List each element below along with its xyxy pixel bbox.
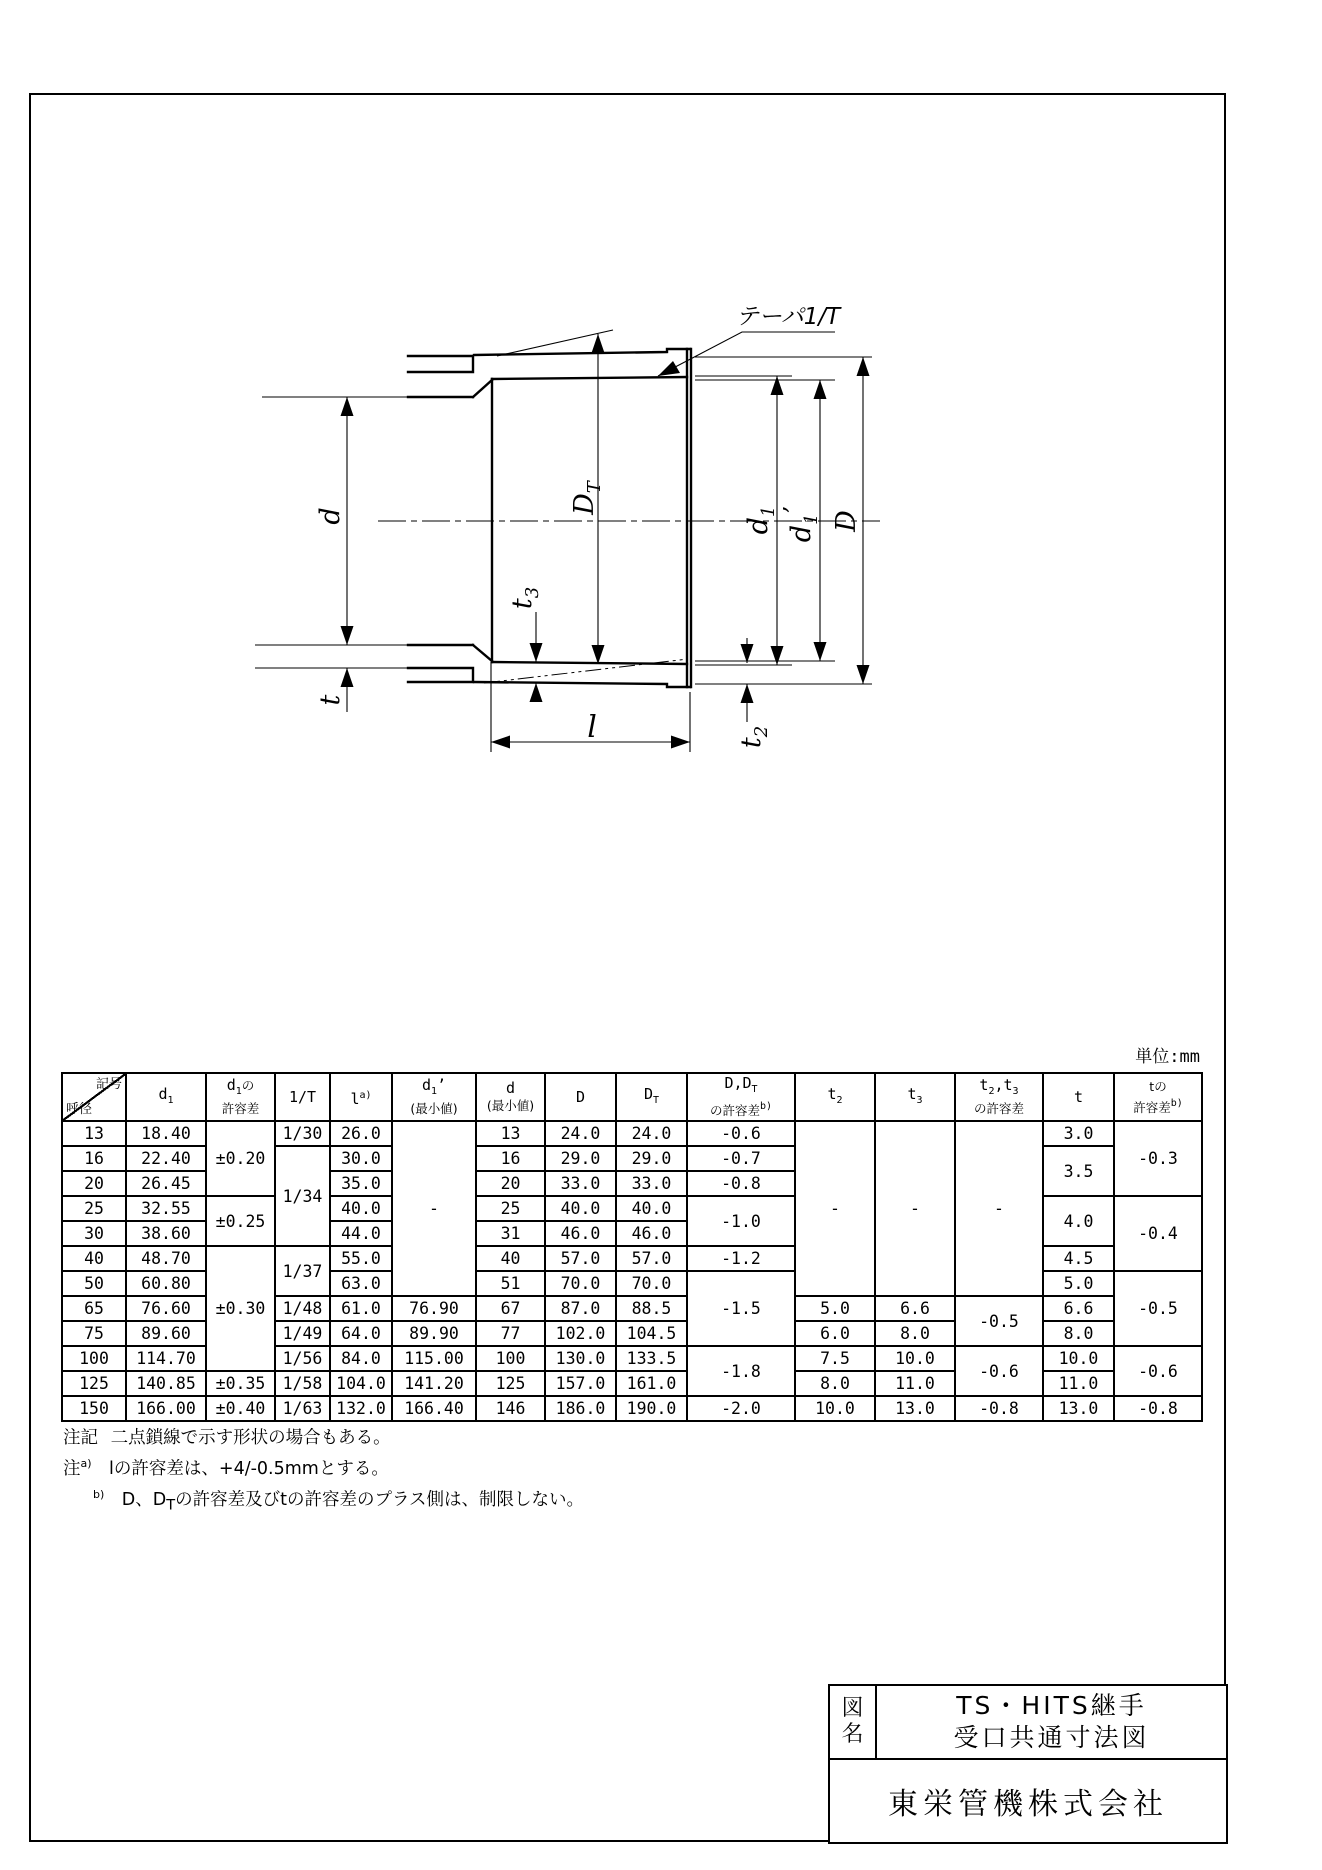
cell-d1: 38.60 <box>126 1221 206 1246</box>
cell-t: 5.0 <box>1043 1271 1114 1296</box>
note-1-text: 二点鎖線で示す形状の場合もある。 <box>110 1428 391 1448</box>
cell-l: 55.0 <box>330 1246 392 1271</box>
note-3-text: D、$D_T$の許容差及びtの許容差のプラス側は、制限しない。 <box>121 1489 584 1514</box>
dim-label-d1: $d_1$ <box>743 505 779 535</box>
cell-d1: 166.00 <box>126 1396 206 1421</box>
cell-t2t3_tol: - <box>955 1121 1043 1296</box>
row-name: 20 <box>62 1171 126 1196</box>
cell-t: 11.0 <box>1043 1371 1114 1396</box>
cell-t2t3_tol: -0.5 <box>955 1296 1043 1346</box>
cell-l: 35.0 <box>330 1171 392 1196</box>
column-header-d_min: d (最小値) <box>476 1073 545 1121</box>
cell-d1: 60.80 <box>126 1271 206 1296</box>
cell-t_tol: -0.4 <box>1114 1196 1202 1271</box>
cell-D: 24.0 <box>545 1121 616 1146</box>
cell-t: 3.5 <box>1043 1146 1114 1196</box>
cell-d1_tol: ±0.30 <box>206 1246 275 1371</box>
table-row-150 <box>62 1396 1202 1421</box>
cell-t3: - <box>875 1121 955 1296</box>
row-name: 30 <box>62 1221 126 1246</box>
cell-t3: 13.0 <box>875 1396 955 1421</box>
socket-outline <box>408 349 691 687</box>
cell-DDT_tol: -1.5 <box>687 1271 795 1346</box>
cell-d_min: 13 <box>476 1121 545 1146</box>
cell-d1: 18.40 <box>126 1121 206 1146</box>
cell-d_min: 146 <box>476 1396 545 1421</box>
column-header-DDT_tol: $D,D_T$ の許容差$^{b)}$ <box>687 1073 795 1121</box>
row-name: 13 <box>62 1121 126 1146</box>
cell-t3: 8.0 <box>875 1321 955 1346</box>
drawing-title-line2: 受口共通寸法図 <box>953 1723 1150 1752</box>
cell-d_min: 51 <box>476 1271 545 1296</box>
cell-t_tol: -0.8 <box>1114 1396 1202 1421</box>
column-header-d1_tol: $d_1$の 許容差 <box>206 1073 275 1121</box>
cell-DT: 190.0 <box>616 1396 687 1421</box>
title-block-top-row <box>830 1686 1226 1760</box>
cell-D: 40.0 <box>545 1196 616 1221</box>
cell-DDT_tol: -1.8 <box>687 1346 795 1396</box>
cell-d1_min: 166.40 <box>392 1396 476 1421</box>
cell-t2: 8.0 <box>795 1371 875 1396</box>
cell-d1_min: 89.90 <box>392 1321 476 1346</box>
cell-d_min: 100 <box>476 1346 545 1371</box>
cell-one_T: 1/34 <box>275 1146 330 1246</box>
row-name: 50 <box>62 1271 126 1296</box>
cell-DT: 104.5 <box>616 1321 687 1346</box>
cell-D: 70.0 <box>545 1271 616 1296</box>
cell-DDT_tol: -1.0 <box>687 1196 795 1246</box>
cell-t_tol: -0.6 <box>1114 1346 1202 1396</box>
note-1-label: 注記 <box>63 1428 98 1448</box>
cell-D: 57.0 <box>545 1246 616 1271</box>
cell-t2: 10.0 <box>795 1396 875 1421</box>
row-name: 100 <box>62 1346 126 1371</box>
cell-d1_min: 76.90 <box>392 1296 476 1321</box>
cell-l: 64.0 <box>330 1321 392 1346</box>
cell-d1_tol: ±0.40 <box>206 1396 275 1421</box>
note-2-text: lの許容差は、+4/-0.5mmとする。 <box>109 1458 389 1479</box>
cell-t2: - <box>795 1121 875 1296</box>
cell-DT: 88.5 <box>616 1296 687 1321</box>
cell-t3: 6.6 <box>875 1296 955 1321</box>
cell-d_min: 20 <box>476 1171 545 1196</box>
socket-section-drawing <box>240 280 920 790</box>
cell-DT: 133.5 <box>616 1346 687 1371</box>
cell-t2t3_tol: -0.8 <box>955 1396 1043 1421</box>
cell-one_T: 1/49 <box>275 1321 330 1346</box>
company-name: 東栄管機株式会社 <box>888 1787 1168 1822</box>
cell-D: 157.0 <box>545 1371 616 1396</box>
dim-label-t3: $t_3$ <box>507 586 543 610</box>
cell-l: 84.0 <box>330 1346 392 1371</box>
cell-d1_min: - <box>392 1121 476 1296</box>
note-3 <box>63 1482 584 1517</box>
notes <box>63 1426 584 1517</box>
cell-one_T: 1/63 <box>275 1396 330 1421</box>
cell-d1: 32.55 <box>126 1196 206 1221</box>
cell-d1: 22.40 <box>126 1146 206 1171</box>
row-name: 16 <box>62 1146 126 1171</box>
title-block-field-label <box>830 1686 877 1758</box>
cell-t: 8.0 <box>1043 1321 1114 1346</box>
cell-DDT_tol: -0.6 <box>687 1121 795 1146</box>
cell-one_T: 1/58 <box>275 1371 330 1396</box>
cell-d1: 48.70 <box>126 1246 206 1271</box>
cell-one_T: 1/48 <box>275 1296 330 1321</box>
cell-D: 87.0 <box>545 1296 616 1321</box>
cell-D: 46.0 <box>545 1221 616 1246</box>
column-header-DT: $D_T$ <box>616 1073 687 1121</box>
cell-D: 186.0 <box>545 1396 616 1421</box>
cell-DT: 57.0 <box>616 1246 687 1271</box>
cell-t3: 10.0 <box>875 1346 955 1371</box>
cell-t: 4.5 <box>1043 1246 1114 1271</box>
cell-d1: 114.70 <box>126 1346 206 1371</box>
cell-D: 29.0 <box>545 1146 616 1171</box>
cell-t: 3.0 <box>1043 1121 1114 1146</box>
cell-t_tol: -0.3 <box>1114 1121 1202 1196</box>
cell-l: 104.0 <box>330 1371 392 1396</box>
cell-l: 30.0 <box>330 1146 392 1171</box>
column-header-t2t3_tol: $t_2,t_3$ の許容差 <box>955 1073 1043 1121</box>
cell-l: 61.0 <box>330 1296 392 1321</box>
note-1 <box>63 1426 584 1451</box>
dim-label-D: D <box>831 510 862 532</box>
cell-l: 44.0 <box>330 1221 392 1246</box>
cell-d_min: 77 <box>476 1321 545 1346</box>
cell-DT: 33.0 <box>616 1171 687 1196</box>
dim-label-d: d <box>315 507 346 525</box>
dim-label-d1-prime: $d_1$’ <box>779 505 822 543</box>
cell-t: 6.6 <box>1043 1296 1114 1321</box>
cell-d1: 89.60 <box>126 1321 206 1346</box>
cell-d1_tol: ±0.20 <box>206 1121 275 1196</box>
dim-label-t: t <box>315 694 346 706</box>
field-label-mei: 名 <box>841 1722 864 1747</box>
row-name: 65 <box>62 1296 126 1321</box>
cell-d_min: 125 <box>476 1371 545 1396</box>
cell-l: 63.0 <box>330 1271 392 1296</box>
row-name: 40 <box>62 1246 126 1271</box>
cell-D: 130.0 <box>545 1346 616 1371</box>
drawing-title <box>877 1686 1226 1758</box>
note-2-label: 注 <box>63 1458 81 1479</box>
cell-one_T: 1/30 <box>275 1121 330 1146</box>
cell-d_min: 67 <box>476 1296 545 1321</box>
cell-d1: 140.85 <box>126 1371 206 1396</box>
cell-d_min: 31 <box>476 1221 545 1246</box>
corner-header-cell: 記号 呼径 <box>62 1073 126 1121</box>
cell-l: 132.0 <box>330 1396 392 1421</box>
dim-label-DT: $D_T$ <box>569 481 605 515</box>
row-name: 150 <box>62 1396 126 1421</box>
column-header-t2: $t_2$ <box>795 1073 875 1121</box>
cell-d1_min: 141.20 <box>392 1371 476 1396</box>
field-label-zu: 図 <box>841 1696 864 1721</box>
cell-d1_tol: ±0.35 <box>206 1371 275 1396</box>
drawing-title-line1: TS・HITS継手 <box>956 1691 1147 1720</box>
column-header-d1: $d_1$ <box>126 1073 206 1121</box>
cell-t_tol: -0.5 <box>1114 1271 1202 1346</box>
table-row-13 <box>62 1121 1202 1146</box>
cell-D: 102.0 <box>545 1321 616 1346</box>
column-header-t3: $t_3$ <box>875 1073 955 1121</box>
cell-d1: 26.45 <box>126 1171 206 1196</box>
cell-DDT_tol: -2.0 <box>687 1396 795 1421</box>
cell-one_T: 1/37 <box>275 1246 330 1296</box>
cell-d1: 76.60 <box>126 1296 206 1321</box>
note-2 <box>63 1451 584 1482</box>
title-block <box>828 1684 1228 1844</box>
cell-DT: 46.0 <box>616 1221 687 1246</box>
cell-t2: 7.5 <box>795 1346 875 1371</box>
cell-DDT_tol: -0.7 <box>687 1146 795 1171</box>
column-header-l: $l^{a)}$ <box>330 1073 392 1121</box>
cell-t2: 5.0 <box>795 1296 875 1321</box>
dim-label-l: l <box>587 710 597 745</box>
cell-DT: 70.0 <box>616 1271 687 1296</box>
cell-DDT_tol: -1.2 <box>687 1246 795 1271</box>
cell-DT: 24.0 <box>616 1121 687 1146</box>
dimension-table <box>61 1072 1203 1422</box>
cell-t: 13.0 <box>1043 1396 1114 1421</box>
row-name: 75 <box>62 1321 126 1346</box>
row-name: 25 <box>62 1196 126 1221</box>
technical-drawing <box>240 280 920 790</box>
note-3-marker: b) <box>93 1487 105 1501</box>
column-header-d1_min: $d_1$’ (最小値) <box>392 1073 476 1121</box>
column-header-one_T: 1/T <box>275 1073 330 1121</box>
cell-d_min: 40 <box>476 1246 545 1271</box>
note-2-marker: a) <box>80 1457 92 1470</box>
cell-DDT_tol: -0.8 <box>687 1171 795 1196</box>
cell-l: 26.0 <box>330 1121 392 1146</box>
column-header-D: D <box>545 1073 616 1121</box>
cell-D: 33.0 <box>545 1171 616 1196</box>
taper-label: テーパ1/T <box>735 304 841 330</box>
cell-t2: 6.0 <box>795 1321 875 1346</box>
column-header-t: t <box>1043 1073 1114 1121</box>
column-header-t_tol: tの 許容差$^{b)}$ <box>1114 1073 1202 1121</box>
unit-label: 単位:mm <box>1135 1047 1200 1067</box>
cell-DT: 161.0 <box>616 1371 687 1396</box>
dim-label-t2: $t_2$ <box>736 725 772 749</box>
cell-DT: 40.0 <box>616 1196 687 1221</box>
cell-t: 10.0 <box>1043 1346 1114 1371</box>
cell-d1_tol: ±0.25 <box>206 1196 275 1246</box>
cell-d_min: 25 <box>476 1196 545 1221</box>
cell-d_min: 16 <box>476 1146 545 1171</box>
cell-t: 4.0 <box>1043 1196 1114 1246</box>
cell-l: 40.0 <box>330 1196 392 1221</box>
cell-one_T: 1/56 <box>275 1346 330 1371</box>
cell-t3: 11.0 <box>875 1371 955 1396</box>
cell-d1_min: 115.00 <box>392 1346 476 1371</box>
cell-DT: 29.0 <box>616 1146 687 1171</box>
row-name: 125 <box>62 1371 126 1396</box>
dimension-labels <box>315 304 862 748</box>
cell-t2t3_tol: -0.6 <box>955 1346 1043 1396</box>
